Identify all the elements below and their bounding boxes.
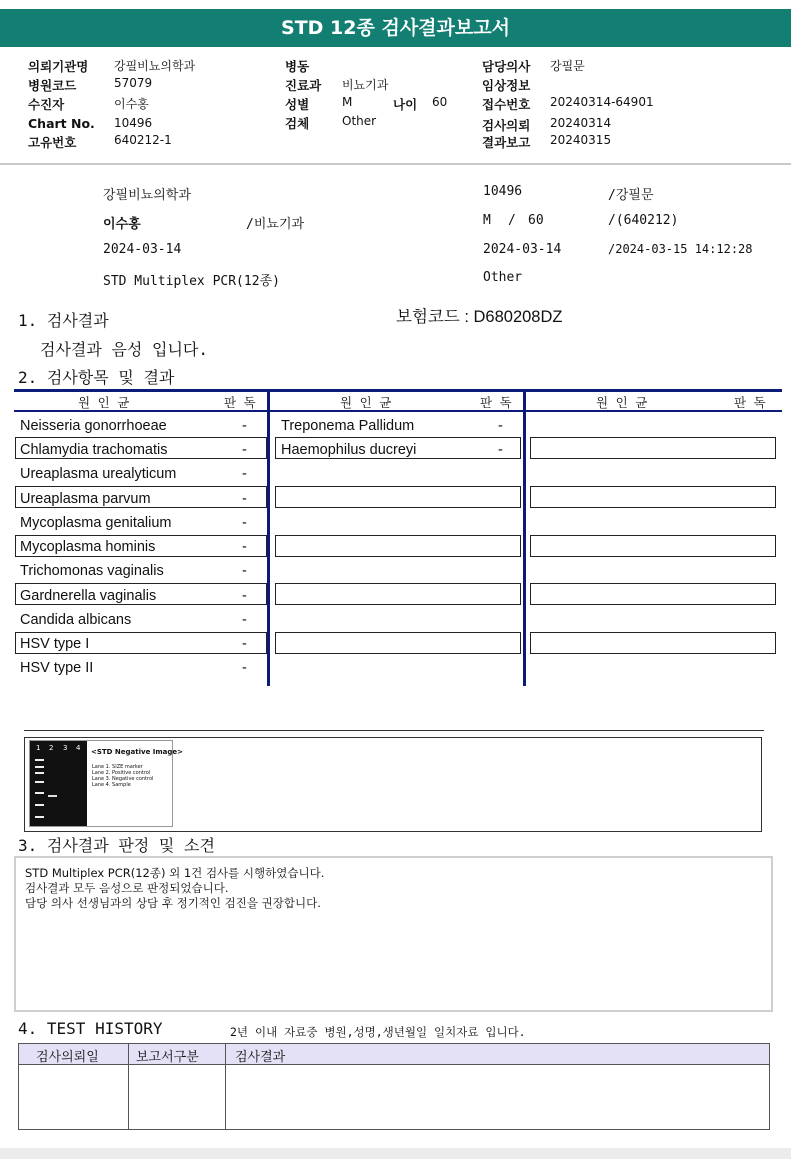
row-box <box>530 535 776 557</box>
pathogen-name: HSV type II <box>20 660 94 676</box>
insurance-code: 보험코드 : D680208DZ <box>396 308 563 326</box>
col3-judgment-header: 판 독 <box>734 395 766 410</box>
col3-pathogen-header: 원 인 균 <box>596 395 648 410</box>
header-divider <box>0 163 791 165</box>
col2-judgment-header: 판 독 <box>480 395 512 410</box>
summary-test: STD Multiplex PCR(12종) <box>103 274 280 289</box>
gel-image <box>29 740 184 827</box>
pathogen-result: - <box>242 588 247 604</box>
pathogen-result: - <box>242 563 247 579</box>
gel-legend-item: Lane 4. Sample <box>92 782 131 788</box>
lane-label: 3 <box>63 744 68 752</box>
pathogen-name: Mycoplasma genitalium <box>20 515 172 531</box>
pathogen-name: Neisseria gonorrhoeae <box>20 418 167 434</box>
label-request-date: 검사의뢰 <box>482 118 531 133</box>
history-col-report-type: 보고서구분 <box>136 1050 199 1065</box>
label-chart-no: Chart No. <box>28 116 95 131</box>
pathogen-result: - <box>242 636 247 652</box>
label-unique-no: 고유번호 <box>28 135 77 150</box>
pathogen-name: Candida albicans <box>20 612 132 628</box>
marker-band <box>35 781 44 783</box>
table-top-rule <box>14 389 782 392</box>
col1-judgment-header: 판 독 <box>224 395 256 410</box>
row-box <box>275 583 521 605</box>
gel-title: <STD Negative Image> <box>91 748 184 756</box>
table-divider-2 <box>523 389 526 686</box>
label-specimen: 검체 <box>285 116 310 131</box>
pathogen-result: - <box>242 515 247 531</box>
value-chart-no: 10496 <box>114 116 153 130</box>
pathogen-result: - <box>498 442 503 458</box>
positive-band <box>48 795 57 797</box>
summary-hospital: 강필비뇨의학과 <box>103 188 191 203</box>
history-note: 2년 이내 자료중 병원,성명,생년월일 일치자료 입니다. <box>230 1025 526 1039</box>
value-patient: 이수홍 <box>114 97 149 111</box>
row-box <box>275 535 521 557</box>
label-hospital-code: 병원코드 <box>28 78 77 93</box>
label-age: 나이 <box>393 97 418 112</box>
summary-datetime: /2024-03-15 14:12:28 <box>608 242 753 256</box>
col1-pathogen-header: 원 인 균 <box>78 395 130 410</box>
summary-patient: 이수홍 <box>103 217 141 232</box>
marker-band <box>35 792 44 794</box>
history-table-body <box>18 1065 770 1130</box>
value-report-date: 20240315 <box>550 133 612 147</box>
label-requesting-org: 의뢰기관명 <box>28 59 89 74</box>
section-4-heading: 4. TEST HISTORY <box>18 1019 163 1038</box>
pathogen-name: Ureaplasma parvum <box>20 491 151 507</box>
section-1-heading: 1. 검사결과 <box>18 311 109 330</box>
row-box <box>530 583 776 605</box>
pathogen-name: HSV type I <box>20 636 90 652</box>
marker-band <box>35 816 44 818</box>
pathogen-result: - <box>242 491 247 507</box>
pathogen-result: - <box>242 442 247 458</box>
label-patient: 수진자 <box>28 97 65 112</box>
value-hospital-code: 57079 <box>114 76 153 90</box>
gel-legend-item: Lane 2. Positive control <box>92 770 151 776</box>
value-age: 60 <box>432 95 448 109</box>
row-box <box>275 632 521 654</box>
pathogen-name: Mycoplasma hominis <box>20 539 156 555</box>
table-divider-1 <box>267 389 270 686</box>
label-department: 진료과 <box>285 78 322 93</box>
history-col-result: 검사결과 <box>235 1050 286 1065</box>
pathogen-result: - <box>242 660 247 676</box>
summary-department: /비뇨기과 <box>246 217 305 232</box>
marker-band <box>35 766 44 768</box>
label-doctor: 담당의사 <box>482 59 531 74</box>
pathogen-result: - <box>242 612 247 628</box>
marker-band <box>35 804 44 806</box>
gel-panel <box>30 741 87 826</box>
summary-chart: 10496 <box>483 184 523 199</box>
row-box <box>530 486 776 508</box>
history-table-header <box>18 1043 770 1065</box>
value-request-date: 20240314 <box>550 116 612 130</box>
summary-specimen: Other <box>483 270 523 285</box>
value-sex: M <box>342 95 353 109</box>
label-sex: 성별 <box>285 97 310 112</box>
gel-legend-item: Lane 1. SIZE marker <box>92 764 143 770</box>
lane-label: 2 <box>49 744 54 752</box>
value-receipt-no: 20240314-64901 <box>550 95 654 109</box>
row-box <box>530 632 776 654</box>
gel-top-rule <box>24 730 764 731</box>
row-box <box>275 486 521 508</box>
pathogen-result: - <box>498 418 503 434</box>
section-2-heading: 2. 검사항목 및 결과 <box>18 368 175 387</box>
page-bottom-strip <box>0 1148 791 1159</box>
row-box <box>530 437 776 459</box>
value-requesting-org: 강필비뇨의학과 <box>114 59 196 73</box>
col2-pathogen-header: 원 인 균 <box>340 395 392 410</box>
summary-sex: M <box>483 213 491 228</box>
opinion-line: STD Multiplex PCR(12종) 외 1건 검사를 시행하였습니다. <box>25 866 325 880</box>
history-col-request-date: 검사의뢰일 <box>36 1050 99 1065</box>
summary-date-1: 2024-03-14 <box>103 242 182 257</box>
value-doctor: 강필문 <box>550 59 585 73</box>
summary-doctor: /강필문 <box>608 188 654 203</box>
history-col-divider <box>225 1043 226 1130</box>
result-summary: 검사결과 음성 입니다. <box>40 340 209 359</box>
pathogen-name: Trichomonas vaginalis <box>20 563 164 579</box>
history-col-divider <box>128 1043 129 1130</box>
summary-id: /(640212) <box>608 213 679 228</box>
lane-label: 4 <box>76 744 81 752</box>
value-department: 비뇨기과 <box>342 78 389 92</box>
section-3-heading: 3. 검사결과 판정 및 소견 <box>18 836 215 855</box>
label-report-date: 결과보고 <box>482 135 531 150</box>
pathogen-name: Ureaplasma urealyticum <box>20 466 177 482</box>
pathogen-name: Treponema Pallidum <box>281 418 415 434</box>
pathogen-name: Haemophilus ducreyi <box>281 442 417 458</box>
label-clinical-info: 임상정보 <box>482 78 531 93</box>
pathogen-result: - <box>242 418 247 434</box>
page-title: STD 12종 검사결과보고서 <box>281 17 510 39</box>
opinion-line: 담당 의사 선생님과의 상담 후 정기적인 검진을 권장합니다. <box>25 896 321 910</box>
gel-legend-item: Lane 3. Negative control <box>92 776 154 782</box>
pathogen-name: Chlamydia trachomatis <box>20 442 168 458</box>
marker-band <box>35 759 44 761</box>
summary-slash: / <box>508 213 516 228</box>
summary-date-2: 2024-03-14 <box>483 242 562 257</box>
label-receipt-no: 접수번호 <box>482 97 531 112</box>
pathogen-result: - <box>242 539 247 555</box>
value-specimen: Other <box>342 114 377 128</box>
lane-label: 1 <box>36 744 41 752</box>
pathogen-result: - <box>242 466 247 482</box>
opinion-line: 검사결과 모두 음성으로 판정되었습니다. <box>25 881 229 895</box>
pathogen-name: Gardnerella vaginalis <box>20 588 157 604</box>
summary-age: 60 <box>528 213 544 228</box>
value-unique-no: 640212-1 <box>114 133 172 147</box>
marker-band <box>35 772 44 774</box>
label-ward: 병동 <box>285 59 310 74</box>
